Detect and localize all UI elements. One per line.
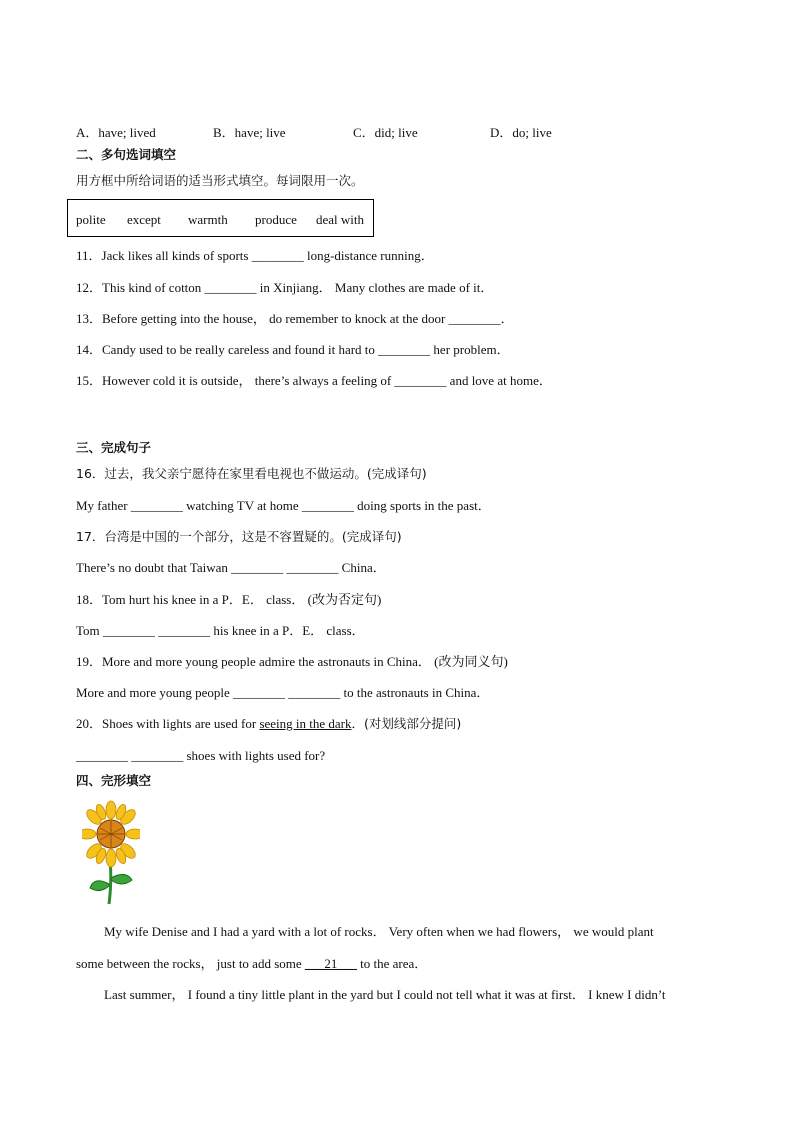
question-13: 13．Before getting into the house， do remember to knock at the door ________． [76, 311, 514, 326]
passage-text: some between the rocks， just to add some [76, 956, 305, 971]
section-heading-3: 三、完成句子 [76, 440, 152, 455]
passage-paragraph-1-line-2 [76, 956, 718, 972]
question-12: 12．This kind of cotton ________ in Xinjiang． Many clothes are made of it． [76, 280, 494, 295]
passage-paragraph-1-line-1: My wife Denise and I had a yard with a lot of rocks． Very often when we had flowers， we would plant [104, 924, 654, 939]
option-c: C．did; live [353, 125, 418, 140]
word-box-item: produce [255, 212, 297, 227]
question-19: 19．More and more young people admire the astronauts in China． (改为同义句) [76, 654, 508, 669]
question-20-answer-line: ________ ________ shoes with lights used for? [76, 748, 326, 763]
question-14: 14．Candy used to be really careless and found it hard to ________ her problem． [76, 342, 510, 357]
question-18-answer-line: Tom ________ ________ his knee in a P．E． class． [76, 623, 365, 638]
question-20-instruction: ．(对划线部分提问) [351, 716, 462, 731]
word-box-item: deal with [316, 212, 365, 227]
underlined-phrase: seeing in the dark [259, 716, 352, 731]
question-18: 18．Tom hurt his knee in a P．E． class． (改为否定句) [76, 592, 382, 607]
word-box-item: polite [76, 212, 106, 227]
sunflower-image [82, 800, 140, 906]
passage-paragraph-2-line-1: Last summer， I found a tiny little plant in the yard but I could not tell what it was at first． I knew I didn’t [104, 987, 666, 1002]
option-d: D．do; live [490, 125, 552, 140]
question-11: 11．Jack likes all kinds of sports ________ long-distance running． [76, 248, 434, 263]
option-b: B．have; live [213, 125, 286, 140]
question-15: 15．However cold it is outside， there’s always a feeling of ________ and love at home． [76, 373, 552, 388]
blank-21: ___21___ [304, 956, 357, 971]
option-a: A．have; lived [76, 125, 156, 140]
question-20 [76, 716, 461, 732]
question-16: 16．过去，我父亲宁愿待在家里看电视也不做运动。(完成译句) [76, 466, 427, 481]
word-box [67, 199, 374, 237]
section-heading-4: 四、完形填空 [76, 773, 152, 788]
section-instruction: 用方框中所给词语的适当形式填空。每词限用一次。 [76, 173, 364, 188]
question-20-text: 20．Shoes with lights are used for [76, 716, 260, 731]
question-17: 17．台湾是中国的一个部分，这是不容置疑的。(完成译句) [76, 529, 402, 544]
question-17-answer-line: There’s no doubt that Taiwan ________ ________ China． [76, 560, 386, 575]
question-16-answer-line: My father ________ watching TV at home ________ doing sports in the past． [76, 498, 491, 513]
question-19-answer-line: More and more young people ________ ________ to the astronauts in China． [76, 685, 490, 700]
passage-text: to the area． [356, 956, 428, 971]
word-box-item: except [127, 212, 161, 227]
section-heading-2: 二、多句选词填空 [76, 147, 177, 162]
word-box-item: warmth [188, 212, 228, 227]
